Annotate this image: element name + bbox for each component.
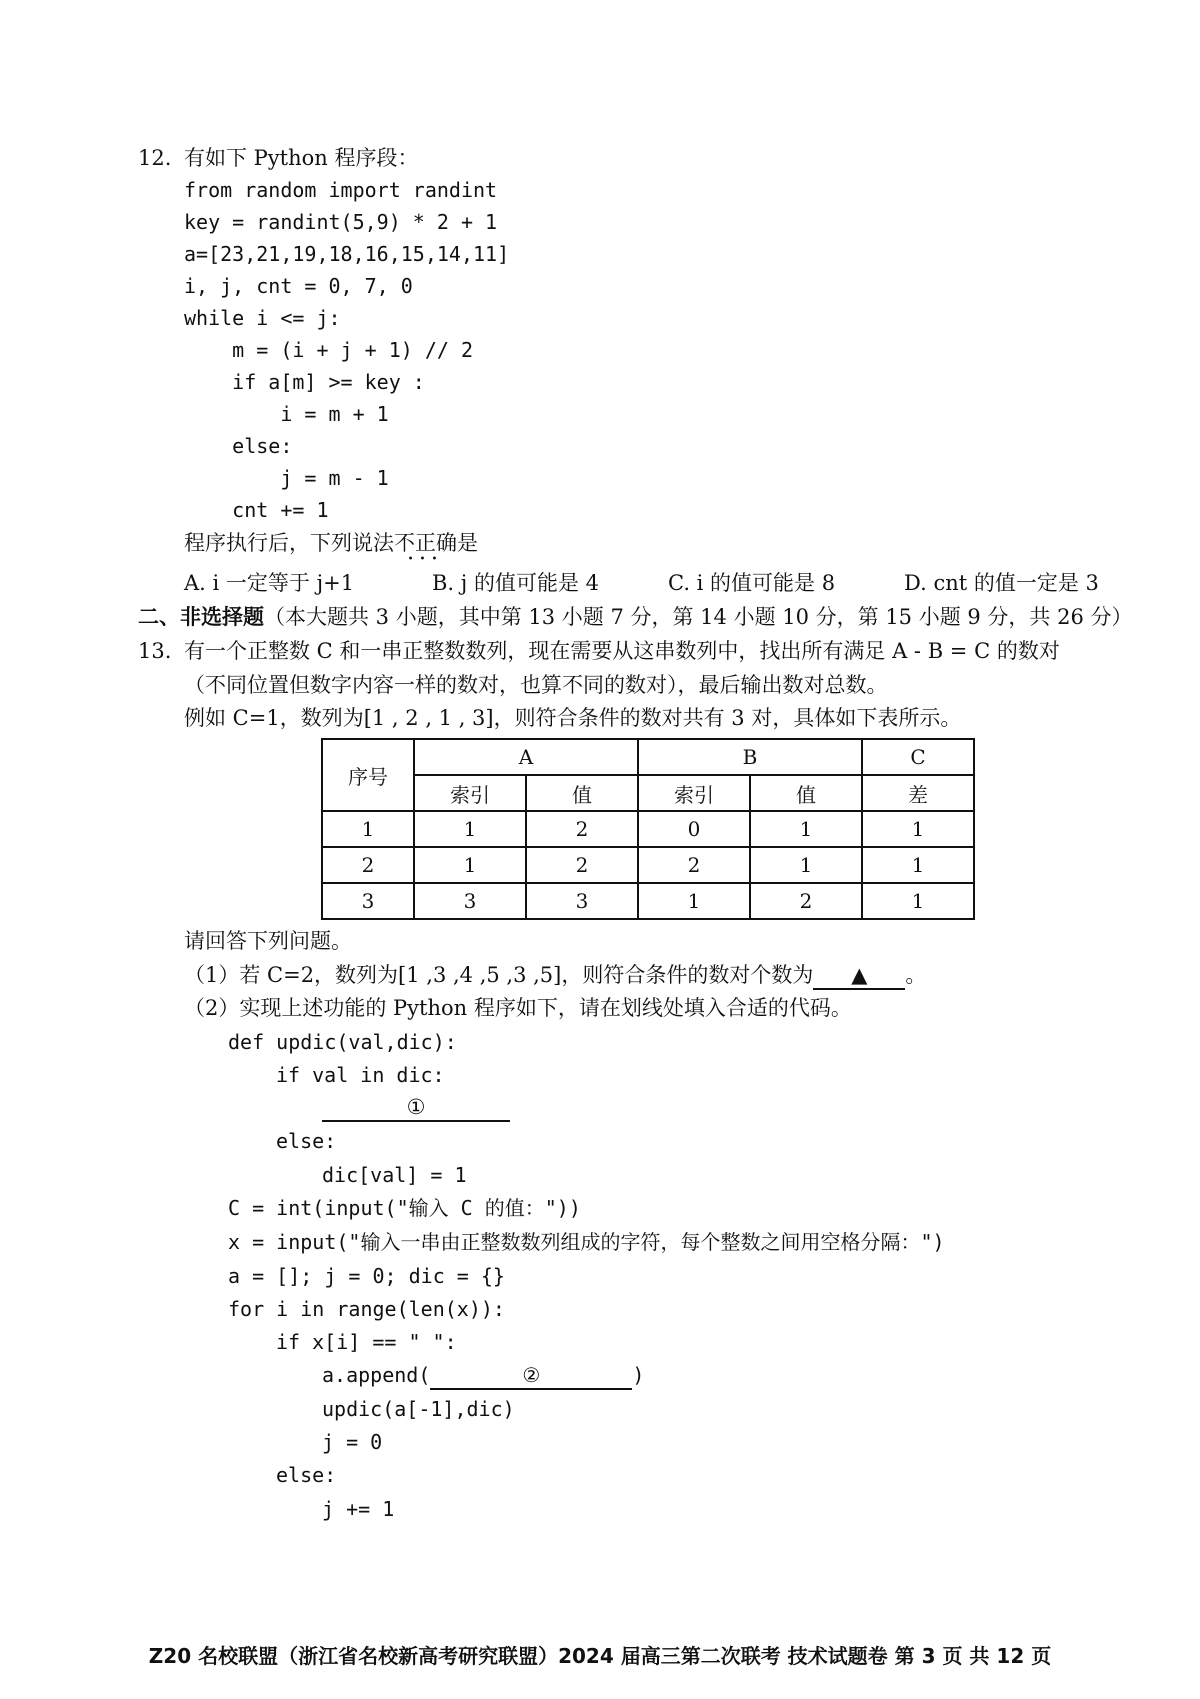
- table-cell: 3: [526, 883, 638, 919]
- q13-code-line: if val in dic:: [276, 1063, 445, 1087]
- table-sub-c: 差: [862, 775, 974, 811]
- q13-code-line: dic[val] = 1: [322, 1163, 467, 1187]
- table-row: [322, 847, 974, 883]
- table-cell: 1: [638, 883, 750, 919]
- table-sub-b-value: 值: [750, 775, 862, 811]
- q13-number: 13.: [138, 639, 172, 663]
- q13-code-append-line: [322, 1360, 644, 1390]
- q13-code-line: if x[i] == " ":: [276, 1330, 457, 1354]
- q12-option-c: C. i 的值可能是 8: [668, 571, 836, 595]
- section2-title: 二、非选择题: [138, 604, 264, 629]
- append-suffix: ): [632, 1363, 645, 1387]
- table-row: [322, 811, 974, 847]
- table-cell: 1: [750, 847, 862, 883]
- emphasis-dots: •••: [407, 554, 444, 565]
- q12-number: 12.: [138, 146, 172, 170]
- q13-sub1: [184, 960, 926, 990]
- q12-code-line: from random import randint: [184, 178, 498, 202]
- q12-code-line: m = (i + j + 1) // 2: [184, 338, 473, 362]
- q12-option-b: B. j 的值可能是 4: [432, 571, 600, 595]
- table-cell: 1: [414, 811, 526, 847]
- q12-question-prefix: 程序执行后，下列说法: [184, 531, 394, 555]
- answer-blank[interactable]: ▲: [813, 962, 905, 990]
- table-row: [322, 883, 974, 919]
- table-sub-b-index: 索引: [638, 775, 750, 811]
- table-cell: 1: [862, 883, 974, 919]
- q12-option-a: A. i 一定等于 j+1: [184, 571, 355, 595]
- q13-code-line: for i in range(len(x)):: [228, 1297, 505, 1321]
- table-header-c: C: [862, 739, 974, 775]
- table-cell: 0: [638, 811, 750, 847]
- q12-question-suffix: 是: [457, 531, 478, 555]
- q13-code-line: x = input("输入一串由正整数数列组成的字符，每个整数之间用空格分隔："): [228, 1230, 945, 1254]
- q12-code-line: cnt += 1: [184, 498, 329, 522]
- q12-emphasis: [394, 531, 457, 565]
- q12-emphasis-text: 不正确: [394, 531, 457, 555]
- q12-code-line: if a[m] >= key :: [184, 370, 425, 394]
- q13-code-line: else:: [276, 1463, 337, 1487]
- table-sub-a-value: 值: [526, 775, 638, 811]
- q13-code-line: def updic(val,dic):: [228, 1030, 457, 1054]
- table-subheader-row: [322, 775, 974, 811]
- q12-code-line: while i <= j:: [184, 306, 341, 330]
- code-blank-2[interactable]: ②: [430, 1362, 632, 1390]
- q12-code-line: a=[23,21,19,18,16,15,14,11]: [184, 242, 510, 266]
- q13-code-line: j = 0: [322, 1430, 383, 1454]
- example-table: [321, 738, 975, 920]
- table-cell: 2: [750, 883, 862, 919]
- table-cell: 2: [526, 847, 638, 883]
- table-header-row: [322, 739, 974, 775]
- table-sub-a-index: 索引: [414, 775, 526, 811]
- table-cell: 1: [414, 847, 526, 883]
- q13-sub2: （2）实现上述功能的 Python 程序如下，请在划线处填入合适的代码。: [184, 996, 852, 1020]
- q12-code-line: else:: [184, 434, 293, 458]
- code-blank-1[interactable]: ①: [322, 1094, 510, 1122]
- q12-question: [184, 528, 478, 565]
- q12-code-line: j = m - 1: [184, 466, 389, 490]
- q13-code-line: else:: [276, 1129, 337, 1153]
- table-header-b: B: [638, 739, 862, 775]
- q12-code-line: i, j, cnt = 0, 7, 0: [184, 274, 413, 298]
- table-header-index: 序号: [322, 739, 414, 811]
- table-cell: 1: [750, 811, 862, 847]
- table-cell: 2: [526, 811, 638, 847]
- table-cell: 1: [862, 811, 974, 847]
- q12-option-d: D. cnt 的值一定是 3: [904, 571, 1099, 595]
- table-cell: 2: [638, 847, 750, 883]
- table-cell: 3: [414, 883, 526, 919]
- append-prefix: a.append(: [322, 1363, 431, 1387]
- q12-code-line: key = randint(5,9) * 2 + 1: [184, 210, 498, 234]
- q13-text-line3: 例如 C=1，数列为[1 , 2 , 1 , 3]，则符合条件的数对共有 3 对，具体如下表所示。: [184, 706, 962, 730]
- page-footer: Z20 名校联盟（浙江省名校新高考研究联盟）2024 届高三第二次联考 技术试题卷 第 3 页 共 12 页: [148, 1644, 1052, 1668]
- q13-code-line: updic(a[-1],dic): [322, 1397, 515, 1421]
- q12-intro: 有如下 Python 程序段：: [184, 146, 419, 170]
- q13-code-blank-line: [322, 1092, 510, 1122]
- q13-text-line1: 有一个正整数 C 和一串正整数数列，现在需要从这串数列中，找出所有满足 A - B = C 的数对: [184, 639, 1060, 663]
- q13-text-line2: （不同位置但数字内容一样的数对，也算不同的数对），最后输出数对总数。: [184, 673, 888, 697]
- table-cell: 3: [322, 883, 414, 919]
- table-header-a: A: [414, 739, 638, 775]
- table-cell: 2: [322, 847, 414, 883]
- table-cell: 1: [322, 811, 414, 847]
- section2-header: [138, 602, 1133, 632]
- q13-sub1-text: （1）若 C=2，数列为[1 ,3 ,4 ,5 ,3 ,5]，则符合条件的数对个数为: [184, 963, 814, 987]
- q13-sub1-suffix: 。: [905, 963, 927, 987]
- q13-code-line: a = []; j = 0; dic = {}: [228, 1264, 505, 1288]
- q12-code-line: i = m + 1: [184, 402, 389, 426]
- table-cell: 1: [862, 847, 974, 883]
- q13-prompt: 请回答下列问题。: [184, 929, 352, 953]
- section2-desc: （本大题共 3 小题，其中第 13 小题 7 分，第 14 小题 10 分，第 15 小题 9 分，共 26 分）: [264, 605, 1133, 629]
- q13-code-line: j += 1: [322, 1497, 395, 1521]
- q13-code-line: C = int(input("输入 C 的值：")): [228, 1196, 581, 1220]
